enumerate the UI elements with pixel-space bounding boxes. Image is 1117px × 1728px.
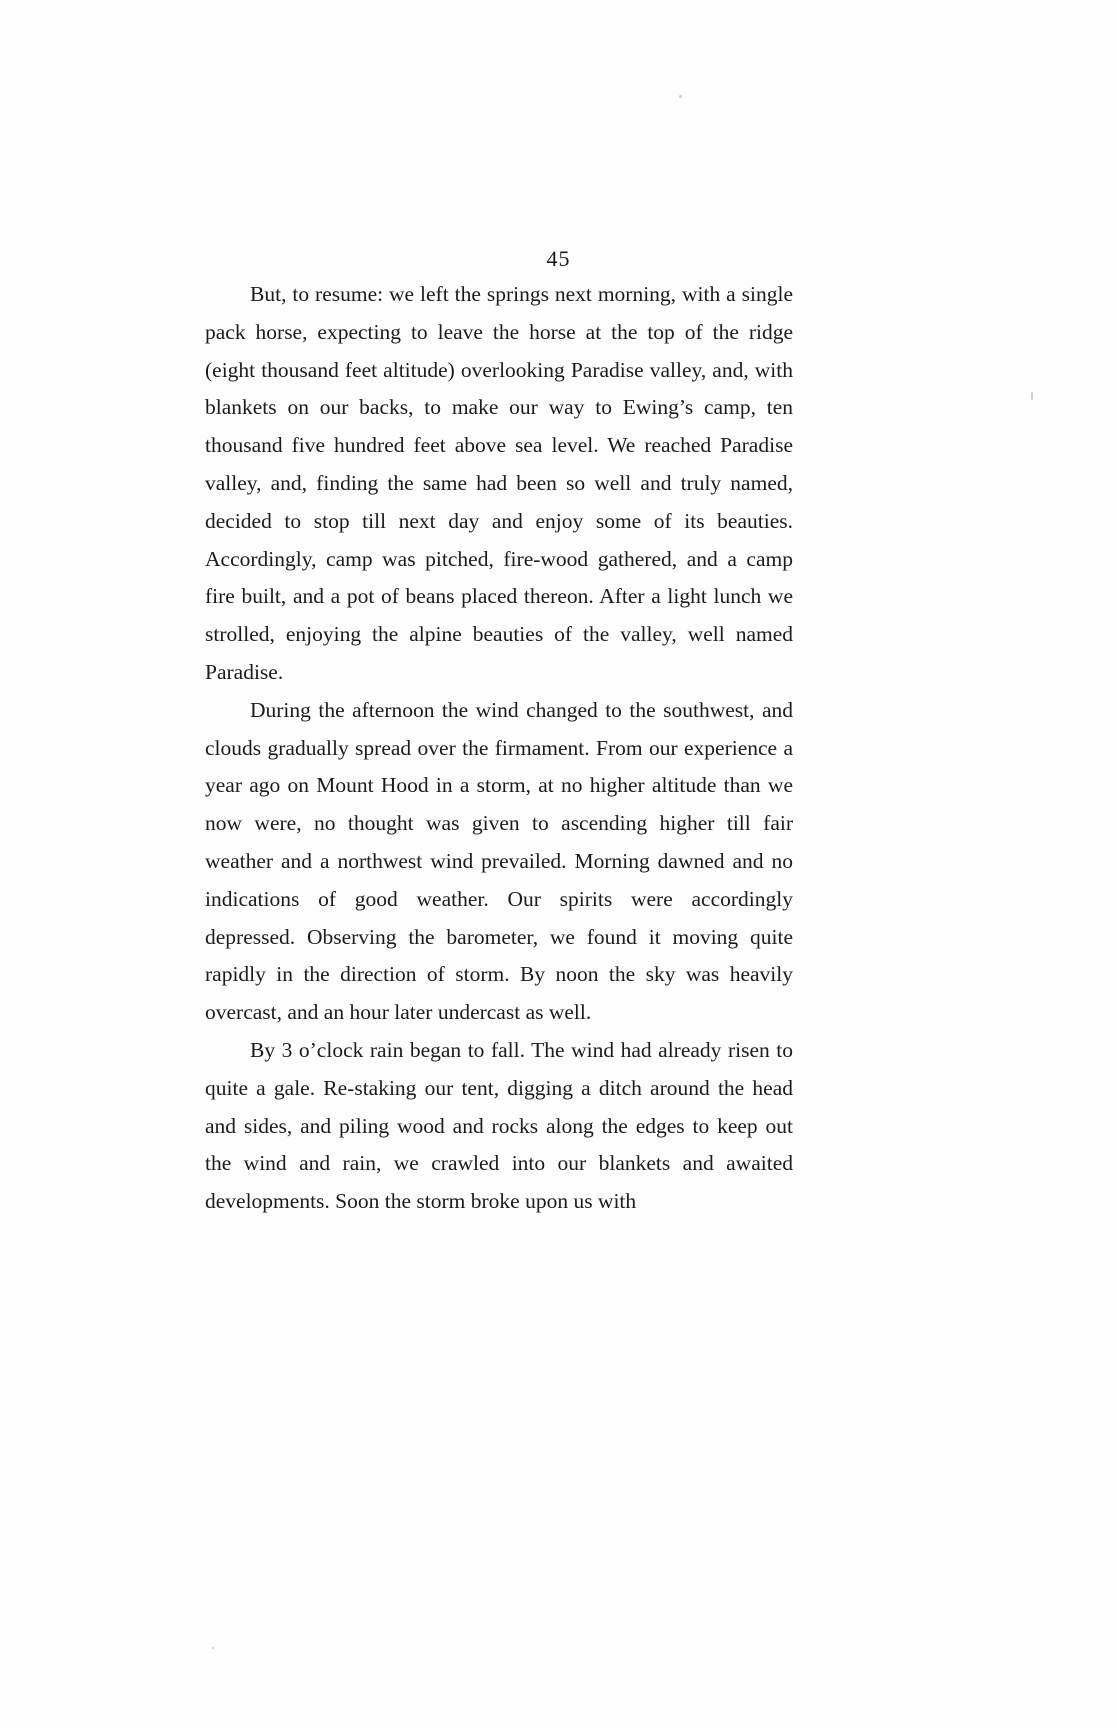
paragraph-3: By 3 o’clock rain began to fall. The wind had already risen to quite a gale. Re-staking our tent, digging a ditch around the head and sides, and piling wood and rocks along the edges to keep out the wind and rain, we crawled into our blankets and awaited developments. Soon the storm broke upon us with xyxy=(205,1037,793,1214)
paper-speck xyxy=(679,95,682,98)
body-text xyxy=(205,276,793,1221)
paragraph-1: But, to resume: we left the springs next morning, with a single pack horse, expecting to leave the horse at the top of the ridge (eight thousand feet altitude) overlooking Paradise valley, and, with blankets on our backs, to make our way to Ewing’s camp, ten thousand five hundred feet above sea level. We reached Paradise valley, and, finding the same had been so well and truly named, decided to stop till next day and enjoy some of its beauties. Accordingly, camp was pitched, fire-wood gathered, and a camp fire built, and a pot of beans placed thereon. After a light lunch we strolled, enjoying the alpine beauties of the valley, well named Paradise. xyxy=(205,282,793,684)
paragraph-2: During the afternoon the wind changed to the southwest, and clouds gradually spread over the firmament. From our experience a year ago on Mount Hood in a storm, at no higher altitude than we now were, no thought was given to ascending higher till fair weather and a northwest wind prevailed. Morning dawned and no indications of good weather. Our spirits were accordingly depressed. Observing the barometer, we found it moving quite rapidly in the direction of storm. By noon the sky was heavily overcast, and an hour later undercast as well. xyxy=(205,697,793,1025)
page-number: 45 xyxy=(546,246,571,271)
paper-speck xyxy=(1031,392,1033,400)
paper-speck xyxy=(212,1647,214,1649)
